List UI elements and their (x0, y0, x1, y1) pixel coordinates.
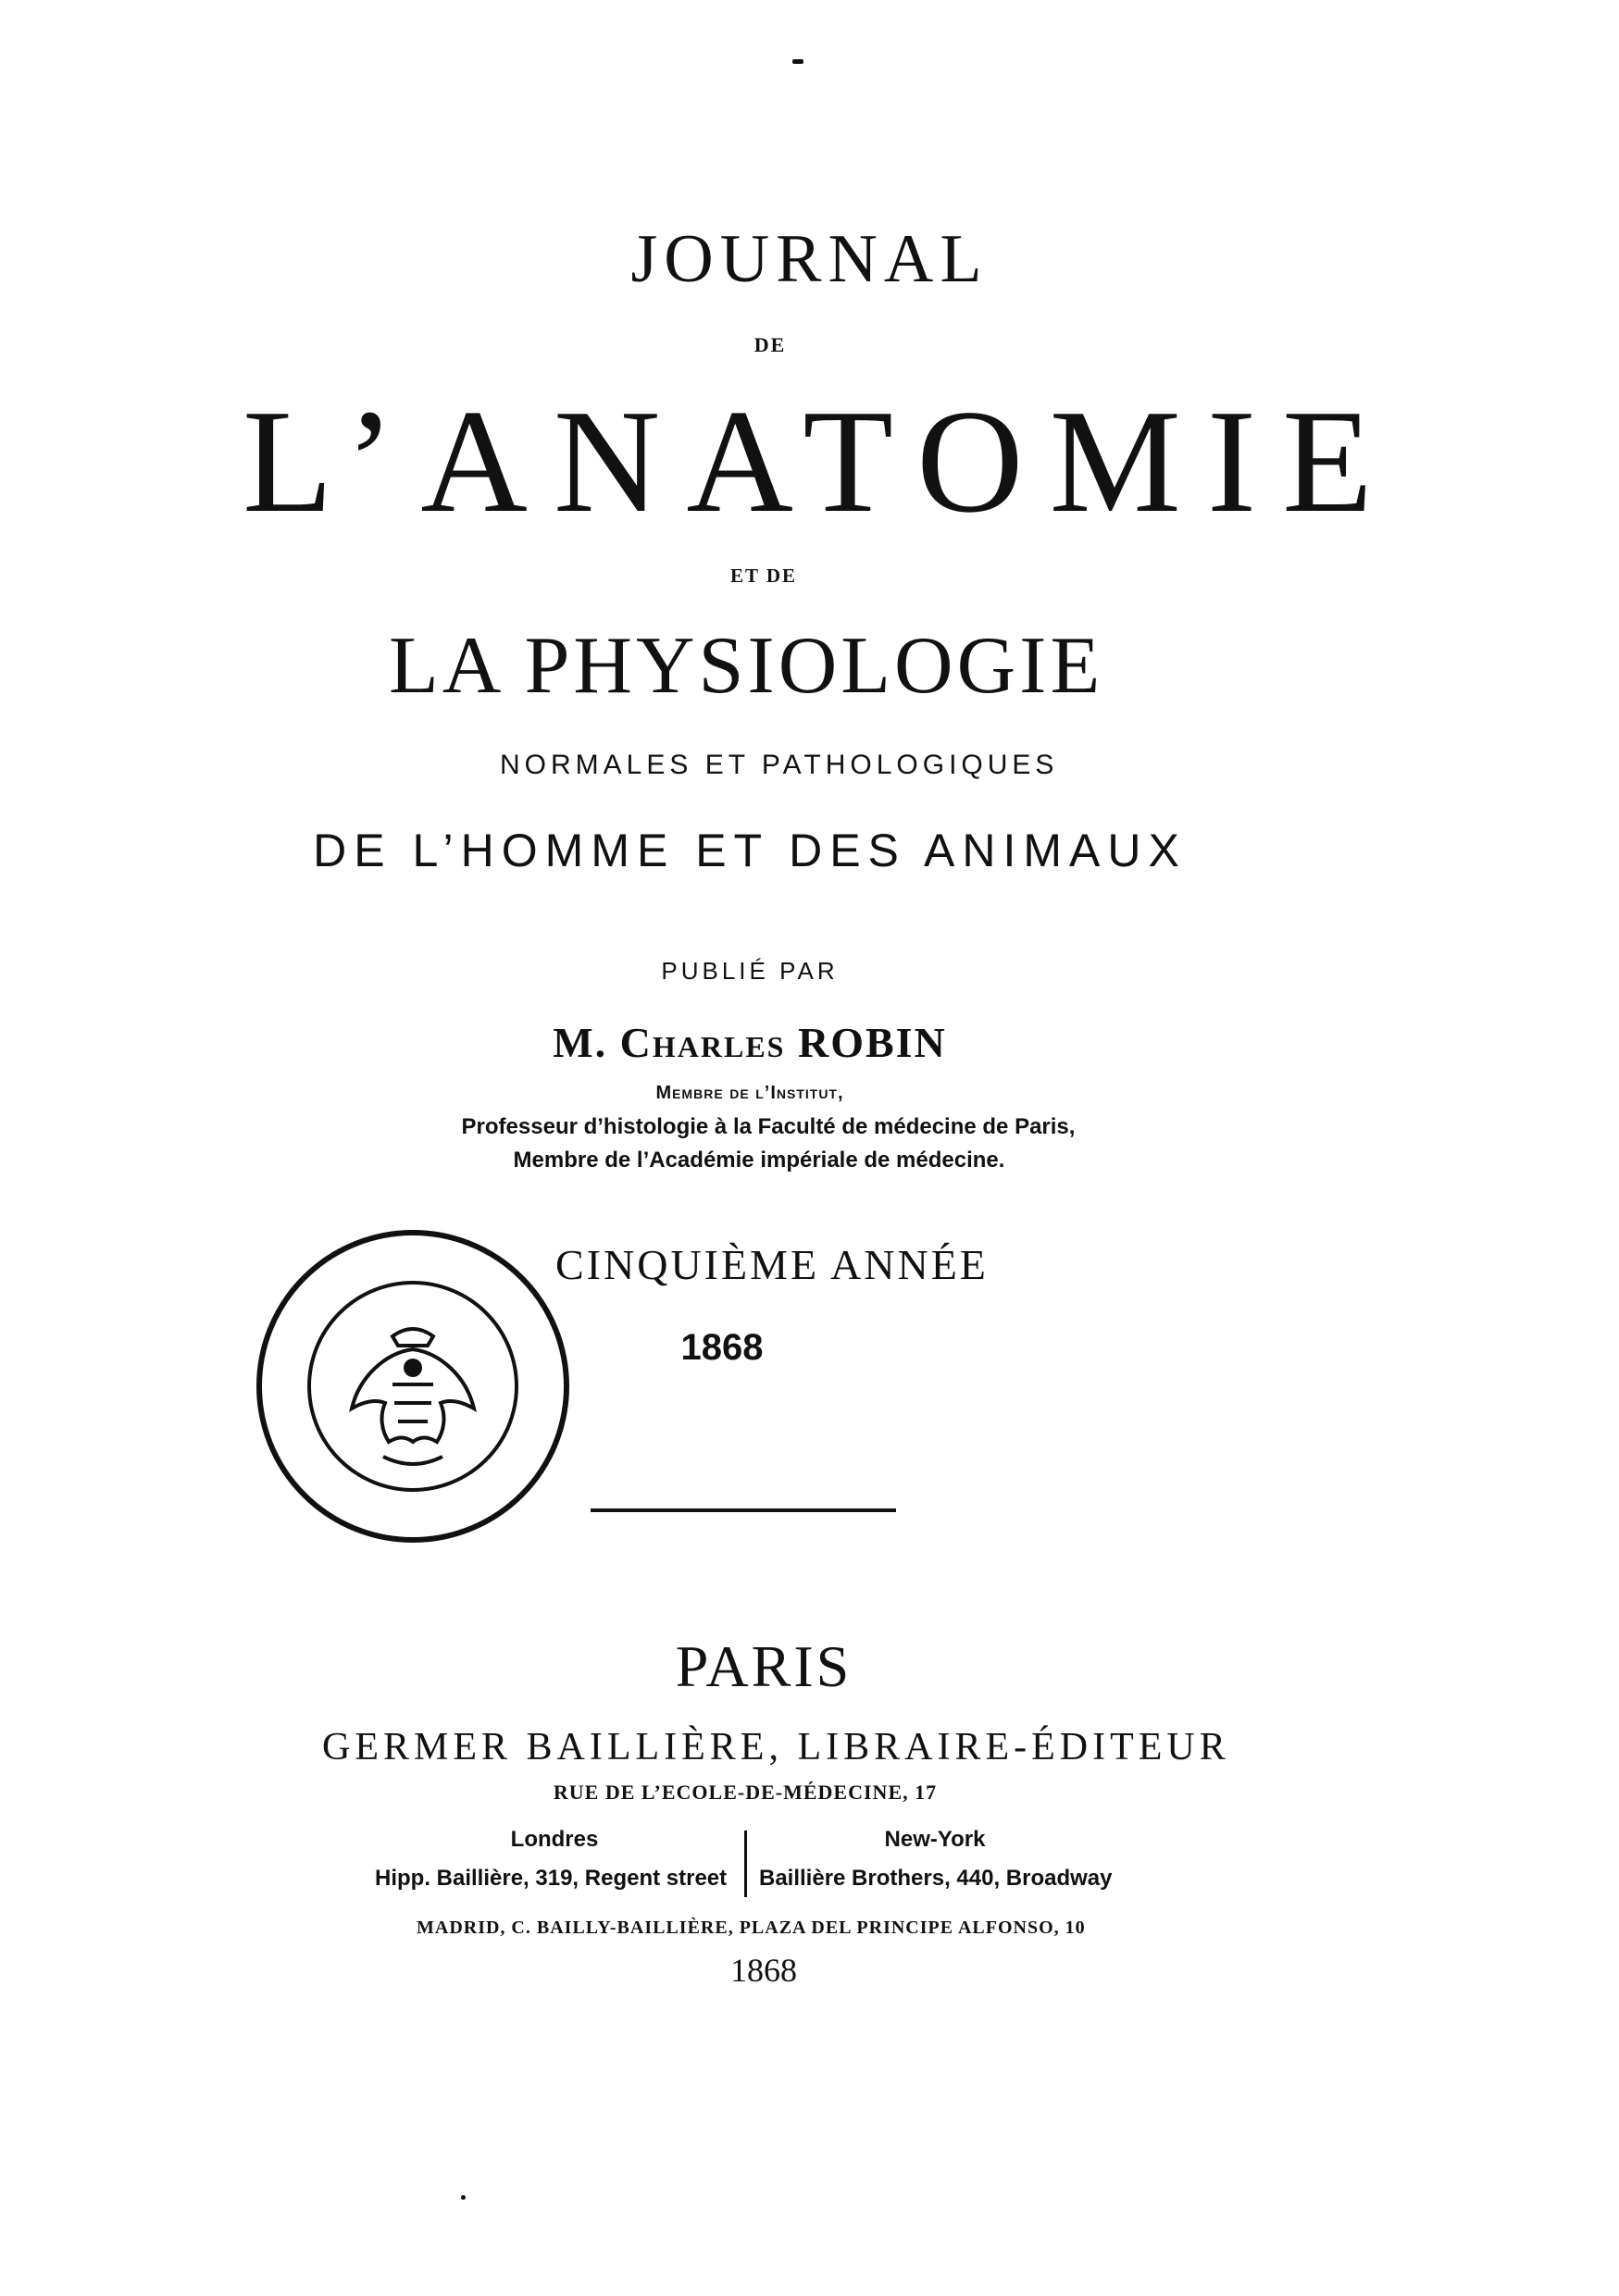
edition-label: CINQUIÈME ANNÉE (555, 1241, 989, 1288)
imprint-publisher: GERMER BAILLIÈRE, LIBRAIRE-ÉDITEUR (322, 1726, 1230, 1769)
imprint-city: PARIS (675, 1633, 853, 1699)
subtitle-physiologie: LA PHYSIOLOGIE (389, 621, 1104, 711)
author-name (500, 1018, 1000, 1067)
published-by: PUBLIÉ PAR (661, 957, 839, 985)
author-prefix: M. (553, 1019, 608, 1066)
london-city: Londres (510, 1827, 599, 1852)
subtitle-homme: DE L’HOMME ET DES ANIMAUX (313, 825, 1187, 876)
column-divider (744, 1831, 747, 1897)
newyork-address: Baillière Brothers, 440, Broadway (759, 1866, 1113, 1891)
imprint-year: 1868 (730, 1952, 797, 1989)
connector-de: DE (753, 333, 787, 356)
newyork-city: New-York (884, 1827, 986, 1852)
connector-et-de: ET DE (729, 565, 798, 587)
divider-rule (591, 1508, 896, 1512)
edition-year: 1868 (680, 1327, 764, 1368)
journal-heading: JOURNAL (630, 221, 989, 297)
library-stamp (254, 1227, 572, 1545)
subtitle-normales: NORMALES ET PATHOLOGIQUES (500, 750, 1059, 780)
london-address: Hipp. Baillière, 319, Regent street (375, 1866, 728, 1891)
author-credential-professeur: Professeur d’histologie à la Faculté de médecine de Paris, (461, 1114, 1076, 1139)
ink-speck (461, 2195, 466, 2200)
author-first-name: Charles (619, 1019, 786, 1066)
author-credential-institut: Membre de l’Institut, (655, 1083, 844, 1103)
author-last-name: ROBIN (797, 1019, 947, 1066)
ink-speck (792, 59, 803, 64)
author-credential-academie: Membre de l’Académie impériale de médecine. (513, 1148, 1005, 1173)
main-title: L’ANATOMIE (243, 379, 1399, 543)
madrid-address: MADRID, C. BAILLY-BAILLIÈRE, PLAZA DEL PRINCIPE ALFONSO, 10 (417, 1917, 1086, 1938)
imprint-address: RUE DE L’ECOLE-DE-MÉDECINE, 17 (553, 1781, 938, 1804)
